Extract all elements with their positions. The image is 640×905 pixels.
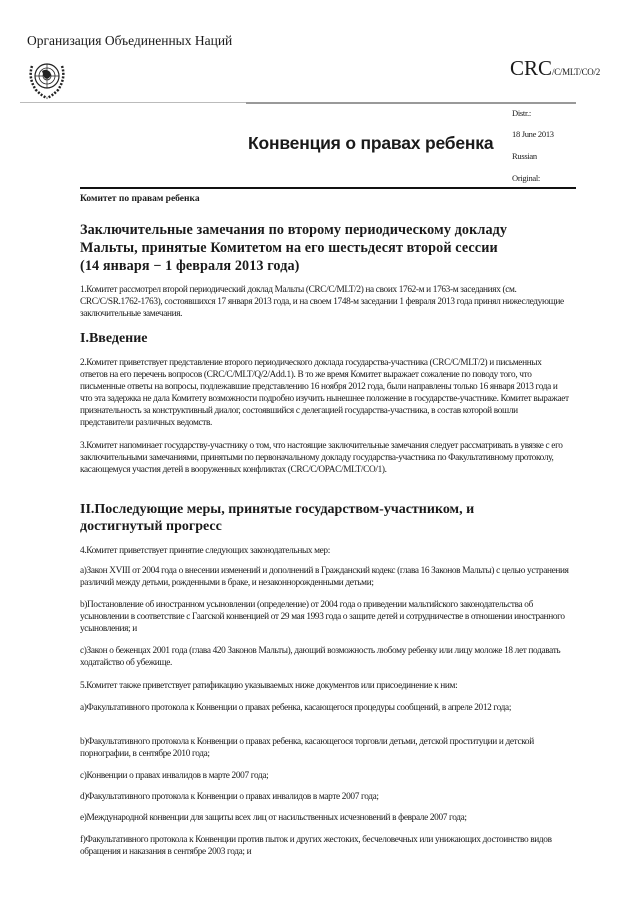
- section-heading-progress: II.Последующие меры, принятые государством-участником, и достигнутый прогресс: [80, 502, 475, 534]
- organization-name: Организация Объединенных Наций: [27, 33, 233, 48]
- committee-name: Комитет по правам ребенка: [80, 194, 200, 204]
- title-line: Заключительные замечания по второму периодическому докладу: [80, 222, 508, 238]
- paragraph-5c: c)Конвенции о правах инвалидов в марте 2007 года;: [80, 771, 269, 781]
- paragraph-5d: d)Факультативного протокола к Конвенции о правах инвалидов в марте 2007 года;: [80, 792, 379, 802]
- header-rule: [80, 187, 576, 189]
- header-divider-left: [20, 102, 246, 103]
- paragraph-5b: b)Факультативного протокола к Конвенции о правах ребенка, касающегося торговли детьми, детской проституции и детской порнографии, в сентябре 2010 года;: [80, 737, 534, 759]
- title-line: Мальты, принятые Комитетом на его шестьдесят второй сессии: [80, 240, 498, 256]
- paragraph-4: 4.Комитет приветствует принятие следующих законодательных мер:: [80, 546, 330, 556]
- section-heading-introduction: I.Введение: [80, 331, 148, 346]
- original-label: Original:: [512, 173, 540, 183]
- paragraph-5: 5.Комитет также приветствует ратификацию указываемых ниже документов или присоединение к ним:: [80, 681, 458, 691]
- document-title: [80, 221, 580, 275]
- paragraph-3: 3.Комитет напоминает государству-участнику о том, что настоящие заключительные замечания следует рассматривать в увязке с его заключительными замечаниями, принятыми по первоначальному докладу государства-участника по Факультативному протоколу, касающемуся участия детей в вооруженных конфликтах (CRC/C/OPAC/MLT/CO/1).: [80, 441, 563, 475]
- paragraph-5a: a)Факультативного протокола к Конвенции о правах ребенка, касающегося процедуры сообщений, в апреле 2012 года;: [80, 703, 512, 713]
- paragraph-5f: f)Факультативного протокола к Конвенции против пыток и других жестоких, бесчеловечных или унижающих достоинство видов обращения и наказания в сентябре 2003 года; и: [80, 835, 552, 857]
- paragraph-2: 2.Комитет приветствует представление второго периодического доклада государства-участника (CRC/C/MLT/2) и письменных ответов на его перечень вопросов (CRC/C/MLT/Q/2/Add.1). В то же время Комитет выражает сожаление по поводу того, что письменные ответы на вопросы, подлежавшие представлению 16 ноября 2012 года, были направлены только 16 января 2013 года и что эта задержка не дала Комитету возможности подробно изучить нынешнее положение в государстве-участнике. Комитет выражает признательность за конструктивный диалог, состоявшийся с делегацией государства-участника, в состав которой вошли представители различных ведомств.: [80, 358, 569, 428]
- document-date: 18 June 2013: [512, 129, 554, 139]
- document-symbol: [510, 56, 600, 81]
- paragraph-4b: b)Постановление об иностранном усыновлении (определение) от 2004 года о приведении мальтийского законодательства об усыновлении в соответствие с Гаагской конвенцией от 29 мая 1993 года о защите детей и сотрудничестве в отношении иностранного усыновления; и: [80, 600, 565, 634]
- paragraph-1: 1.Комитет рассмотрел второй периодический доклад Мальты (CRC/C/MLT/2) на своих 1762-м и 1763-м заседаниях (см. CRC/C/SR.1762-1763), состоявшихся 17 января 2013 года, и на своем 1748-м заседании 1 февраля 2013 года принял нижеследующие заключительные замечания.: [80, 285, 564, 319]
- header-divider: [246, 102, 576, 104]
- symbol-suffix: /C/MLT/CO/2: [552, 67, 600, 77]
- title-line: (14 января − 1 февраля 2013 года): [80, 258, 300, 274]
- paragraph-5e: e)Международной конвенции для защиты всех лиц от насильственных исчезновений в феврале 2007 года;: [80, 813, 467, 823]
- un-emblem-icon: [26, 56, 68, 102]
- document-language: Russian: [512, 151, 537, 161]
- convention-title: Конвенция о правах ребенка: [248, 133, 494, 153]
- symbol-main: CRC: [510, 56, 553, 80]
- paragraph-4c: c)Закон о беженцах 2001 года (глава 420 Законов Мальты), дающий возможность любому ребенку или лицу моложе 18 лет подавать ходатайство об убежище.: [80, 646, 561, 668]
- distr-label: Distr.:: [512, 108, 531, 118]
- paragraph-4a: a)Закон XVIII от 2004 года о внесении изменений и дополнений в Гражданский кодекс (глава 16 Законов Мальты) с целью устранения различий между детьми, рожденными в браке, и незаконнорожденными детьми;: [80, 566, 569, 588]
